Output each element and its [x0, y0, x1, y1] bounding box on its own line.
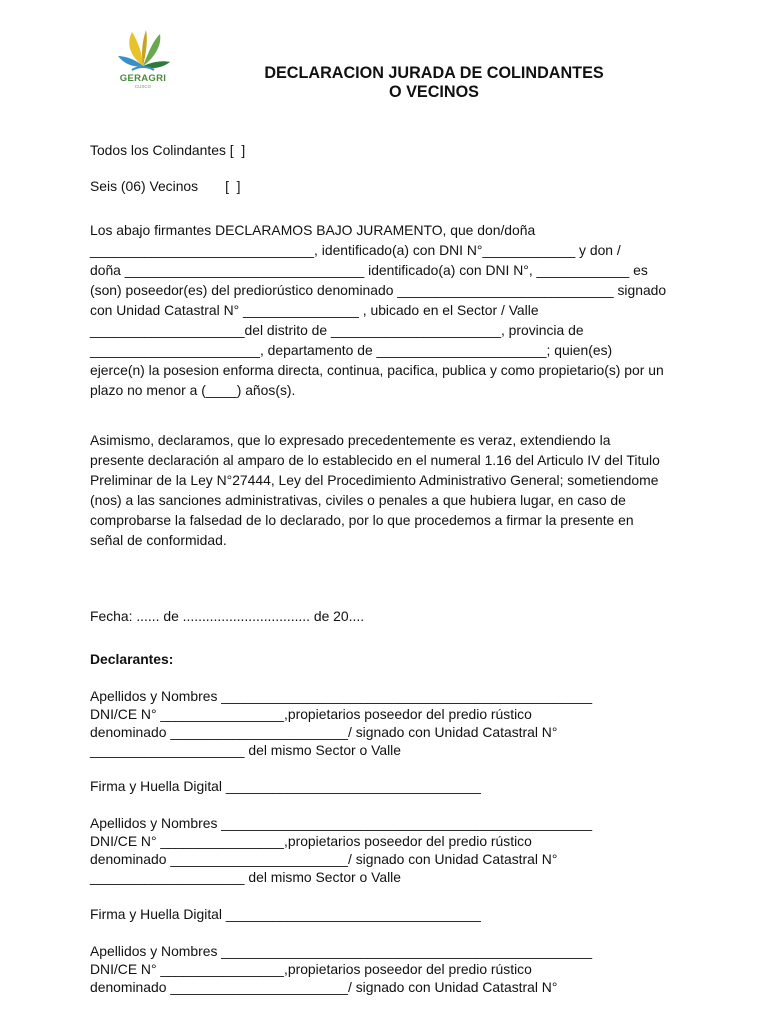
- declarant-1-line: ____________________ del mismo Sector o Valle: [90, 741, 401, 758]
- declarant-2-line: denominado _______________________/ signado con Unidad Catastral N°: [90, 850, 558, 867]
- paragraph2-line: Preliminar de la Ley N°27444, Ley del Procedimiento Administrativo General; sometiendome: [90, 471, 659, 488]
- declarant-3-line: DNI/CE N° ________________,propietarios poseedor del predio rústico: [90, 960, 532, 977]
- paragraph1-line: doña _______________________________ identificado(a) con DNI N°, ____________ es: [90, 261, 648, 278]
- declarant-1-line: DNI/CE N° ________________,propietarios poseedor del predio rústico: [90, 705, 532, 722]
- paragraph2-line: comprobarse la falsedad de lo declarado, por lo que procedemos a firmar la presente en: [90, 511, 634, 528]
- title-line-1: DECLARACION JURADA DE COLINDANTES: [264, 64, 604, 82]
- paragraph1-line: Los abajo firmantes DECLARAMOS BAJO JURAMENTO, que don/doña: [90, 221, 536, 238]
- paragraph1-line: ____________________del distrito de ______________________, provincia de: [90, 321, 584, 338]
- option-seis-vecinos: Seis (06) Vecinos [ ]: [90, 178, 241, 194]
- declarantes-heading: Declarantes:: [90, 650, 174, 667]
- leaf-logo-icon: [108, 26, 178, 74]
- declarant-2-firma: Firma y Huella Digital _________________________________: [90, 905, 481, 922]
- declarant-1-line: denominado _______________________/ signado con Unidad Catastral N°: [90, 723, 558, 740]
- paragraph2-line: presente declaración al amparo de lo establecido en el numeral 1.16 del Articulo IV del Titulo: [90, 451, 660, 468]
- paragraph1-line: plazo no menor a (____) años(s).: [90, 381, 296, 398]
- paragraph1-line: ejerce(n) la posesion enforma directa, continua, pacifica, publica y como propietario(s) por un: [90, 361, 664, 378]
- logo-subtitle: CUSCO: [134, 84, 152, 89]
- paragraph1-line: ______________________, departamento de ______________________; quien(es): [90, 341, 613, 358]
- option-todos-colindantes: Todos los Colindantes [ ]: [90, 142, 246, 158]
- declarant-2-line: ____________________ del mismo Sector o Valle: [90, 868, 401, 885]
- paragraph2-line: Asimismo, declaramos, que lo expresado precedentemente es veraz, extendiendo la: [90, 431, 611, 448]
- paragraph2-line: (nos) a las sanciones administrativas, civiles o penales a que hubiera lugar, en caso de: [90, 491, 626, 508]
- paragraph1-line: (son) poseedor(es) del prediorústico denominado ____________________________ signado: [90, 281, 667, 298]
- declarant-3-line: denominado _______________________/ signado con Unidad Catastral N°: [90, 978, 558, 995]
- document-title: [204, 64, 664, 101]
- fecha-line: Fecha: ...... de ................................. de 20....: [90, 607, 365, 624]
- paragraph1-line: con Unidad Catastral N° _______________ , ubicado en el Sector / Valle: [90, 301, 539, 318]
- geragri-logo: [108, 26, 178, 94]
- title-line-2: O VECINOS: [389, 82, 479, 101]
- logo-name: GERAGRI: [119, 73, 167, 84]
- declarant-1-line: Apellidos y Nombres ________________________________________________: [90, 687, 593, 704]
- paragraph1-line: _____________________________, identificado(a) con DNI N°____________ y don /: [90, 241, 621, 258]
- declarant-2-line: Apellidos y Nombres ________________________________________________: [90, 814, 593, 831]
- declarant-1-firma: Firma y Huella Digital _________________________________: [90, 777, 481, 794]
- declarant-2-line: DNI/CE N° ________________,propietarios poseedor del predio rústico: [90, 832, 532, 849]
- declarant-3-line: Apellidos y Nombres ________________________________________________: [90, 942, 593, 959]
- paragraph2-line: señal de conformidad.: [90, 531, 227, 548]
